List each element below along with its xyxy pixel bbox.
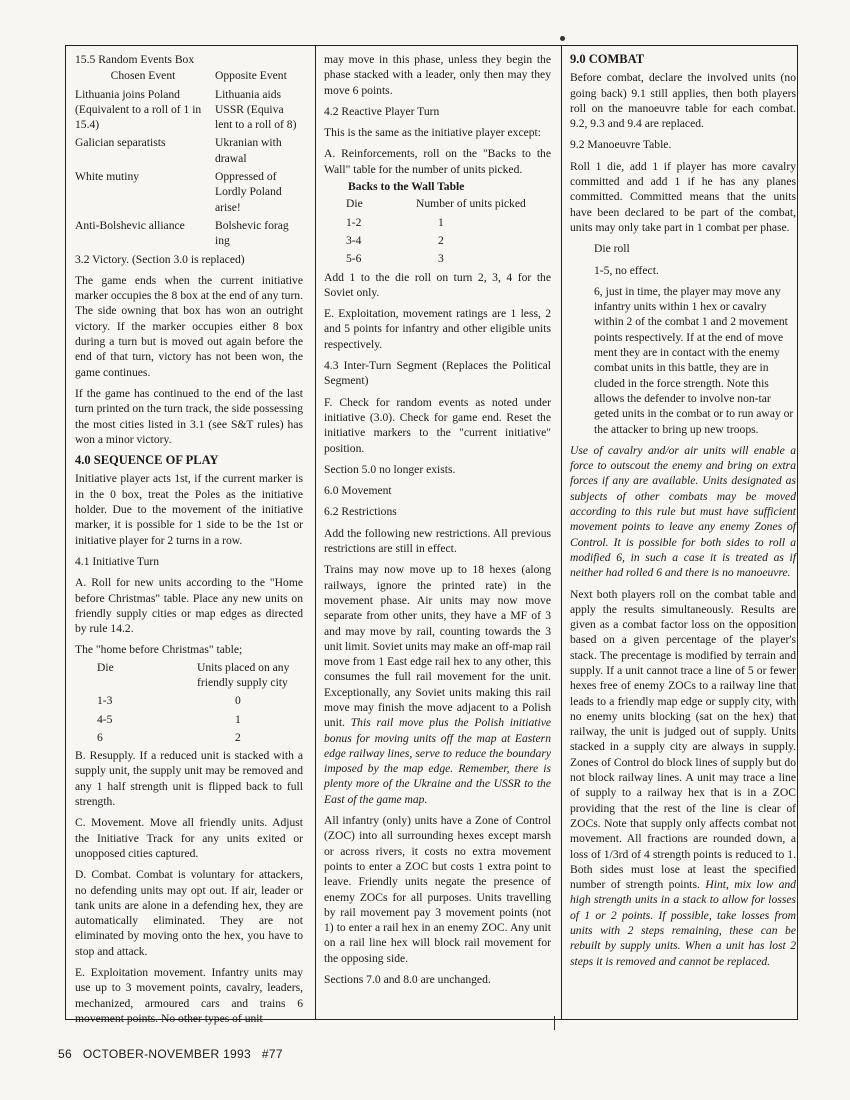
paragraph xyxy=(570,587,796,969)
paragraph: D. Combat. Combat is voluntary for attackers, no defending units may opt out. If air, leader or tank units are alone in a defending hex, they are automatically eliminated. They are not eliminated by moving onto the hex, you have to stop and attack. xyxy=(75,868,303,958)
column-1 xyxy=(75,52,303,1032)
table-row xyxy=(324,251,551,269)
section-heading: 6.0 Movement xyxy=(324,484,392,498)
column-divider xyxy=(561,45,562,1020)
paragraph-text: Trains may now move up to 18 hexes (along railways, ignore the printed rate) in the movement phase. Air units may now move separate from other units, they have a MF of 3 and may move by rail, counting towards the 3 unit limit. Soviet units may make an off-map rail move from 1 East edge rail hex to any other, this consumes the full rail movement for the unit. Exceptionally, any Soviet units making this rail move may finish the move adjacent to a Polish unit. xyxy=(324,563,551,730)
table-row xyxy=(75,712,303,730)
table-cell: 5-6 xyxy=(346,252,362,266)
table-title: Backs to the Wall Table xyxy=(348,180,465,194)
table-cell: Ukranian with drawal xyxy=(215,136,282,165)
paragraph: C. Movement. Move all friendly units. Adjust the Initiative Track for any units exited or unopposed cities captured. xyxy=(75,816,303,860)
registration-mark xyxy=(560,36,565,41)
paragraph: The game ends when the current initiative marker occupies the 8 box at the end of any turn. The side owning that box has won an outright victory. If the marker occupies either 8 box during a turn but is moved out again before the end of that turn, victory has not been won, the game continues. xyxy=(75,273,303,379)
table-cell: 2 xyxy=(438,233,444,247)
paragraph: If the game has continued to the end of the last turn printed on the turn track, the side possessing the most cities listed in 3.1 (see S&T rules) has won a minor victory. xyxy=(75,386,303,446)
paragraph: Roll 1 die, add 1 if player has more cavalry committed and add 1 if he has any planes committed. Committed means that the units have been declared to be part of the combat, units may only take part in 1 combat per phase. xyxy=(570,159,796,234)
table-row xyxy=(75,169,303,218)
paragraph: This is the same as the initiative player except: xyxy=(324,126,541,140)
table-header: Die xyxy=(97,660,114,674)
column-3 xyxy=(570,52,796,975)
table-header: Chosen Event xyxy=(110,69,176,83)
table-header: Number of units picked xyxy=(416,197,526,211)
table-cell: 6 xyxy=(97,730,103,744)
table-cell: 1-2 xyxy=(346,215,362,229)
paragraph: Add the following new restrictions. All previous restrictions are still in effect. xyxy=(324,526,551,556)
table-row xyxy=(75,218,303,252)
section-heading: 4.2 Reactive Player Turn xyxy=(324,104,440,118)
italic-note: Hint, mix low and high strength units in a stack to allow for losses of 1 or 2 points. If possible, take losses from units with 2 steps remaining, these can be rebuilt by supply units. When a unit has lost 2 steps it is removed and cannot be replaced. xyxy=(570,878,796,968)
section-heading: 9.2 Manoeuvre Table. xyxy=(570,138,672,152)
paragraph-text: Next both players roll on the combat table and apply the results simultaneously. Results are given as a combat factor loss on the opposition based on a given percentage of the player's stack. The precentage is modified by terrain and supply. If a unit cannot trace a line of 5 or fewer hexes free of enemy ZOCs to a railway line that leads to a friendly map edge or supply city, with no enemy units blocking (sat on the hex) that railway, the unit is judged out of supply. Units stacked in a supply city are always in supply. Zones of Control do block lines of supply but do not block railway lines. A unit may trace a line of supply to a railway hex that is in a ZOC providing that the rest of the line is clear of ZOCs. Note that supply only affects combat not movement. All fractions are rounded down, a loss of 1/3rd of 4 strength points is reduced to 1. Both sides must lose at least the specified number of strength points. xyxy=(570,587,796,892)
paragraph: A. Reinforcements, roll on the "Backs to the Wall" table for the number of units picked. xyxy=(324,147,551,176)
table-cell: Lithuania aids USSR (Equiva lent to a roll of 8) xyxy=(215,87,297,132)
table-row xyxy=(75,87,303,136)
registration-mark xyxy=(554,1016,555,1030)
paragraph: Initiative player acts 1st, if the current marker is in the 0 box, treat the Poles as the initiative holder. Due to the movement of the initiative marker, it is possible for 1 side to be the 1st or initiative player for 2 turns in a row. xyxy=(75,472,303,547)
die-roll-label: Die roll xyxy=(594,242,630,256)
table-cell: White mutiny xyxy=(75,170,140,184)
table-cell: 1 xyxy=(438,215,444,229)
paragraph: E. Exploitation movement. Infantry units may use up to 3 movement points, cavalry, leaders, mechanized, armoured cars and trains 6 movement points. No other types of unit xyxy=(75,966,303,1025)
column-divider xyxy=(315,45,316,1020)
italic-note: Use of cavalry and/or air units will enable a force to outscout the enemy and bring on extra forces if any are available. Units designated as subjects of other combats may be moved according to this rule but must have sufficient movement points to leave any enemy Zones of Control. It is possible for both sides to roll a modified 6, in such a case it is treated as if neither had rolled 6 and there is no manoeuvre. xyxy=(570,443,796,580)
die-roll-result: 6, just in time, the player may move any infantry units within 1 hex or cavalry within 2 of the combat 1 and 2 movement points respectively. If at the end of move ment they are in contact with the enemy combat units in this battle, they are in cluded in the force strength. Note this allows the defender to involve non-tar geted units in the combat or to run away or the attacker to bring up new troops. xyxy=(594,284,794,436)
italic-note: This rail move plus the Polish initiative bonus for moving units off the map at Eastern edge railway lines, serve to reduce the boundary imposed by the map edge. Remember, there is plenty more of the Ukraine and the USSR to the East of the game map. xyxy=(324,716,551,806)
paragraph: All infantry (only) units have a Zone of Control (ZOC) into all surrounding hexes except marsh or across rivers, it costs no extra movement points to enter a ZOC but costs 1 extra point to leave. Friendly units negate the presence of enemy ZOCs for all purposes. Units travelling by rail movement pay 3 movement points (not 1) to enter a rail hex in an enemy ZOC. Any unit on a rail line hex will block rail movement for the opposing side. xyxy=(324,814,551,965)
table-cell: 4-5 xyxy=(97,712,113,726)
table-cell: 3-4 xyxy=(346,233,362,247)
table-row xyxy=(75,135,303,169)
table-header: Opposite Event xyxy=(215,69,287,83)
table-cell: 2 xyxy=(235,730,241,744)
paragraph: Sections 7.0 and 8.0 are unchanged. xyxy=(324,973,491,987)
table-header: Die xyxy=(346,197,363,211)
table-cell: 0 xyxy=(235,694,241,708)
paragraph: E. Exploitation, movement ratings are 1 less, 2 and 5 points for infantry and other eligible units respectively. xyxy=(324,307,551,351)
paragraph xyxy=(324,562,551,807)
table-cell: 1 xyxy=(235,712,241,726)
table-row xyxy=(75,730,303,748)
paragraph: Add 1 to the die roll on turn 2, 3, 4 for the Soviet only. xyxy=(324,270,551,299)
section-heading: 4.3 Inter-Turn Segment (Replaces the Political Segment) xyxy=(324,359,551,388)
table-row xyxy=(75,693,303,711)
section-heading: 4.1 Initiative Turn xyxy=(75,554,160,568)
column-2 xyxy=(324,52,551,993)
table-cell: 3 xyxy=(438,252,444,266)
paragraph: Before combat, declare the involved units (no going back) 9.1 still applies, then both players roll on the manoeuvre table for each combat. 9.2, 9.3 and 9.4 are replaced. xyxy=(570,71,796,131)
table-cell: Galician separatists xyxy=(75,136,166,150)
paragraph: A. Roll for new units according to the "Home before Christmas" table. Place any new units on friendly supply cities or map edges as directed by rule 14.2. xyxy=(75,576,303,636)
section-heading: 3.2 Victory. (Section 3.0 is replaced) xyxy=(75,252,245,266)
table-header: Units placed on any friendly supply city xyxy=(197,660,290,689)
table-cell: 1-3 xyxy=(97,694,113,708)
table-row xyxy=(324,233,551,251)
paragraph: F. Check for random events as noted under initiative (3.0). Check for game end. Reset the initiative markers to the "current initiative" position. xyxy=(324,395,551,455)
table-cell: Bolshevic forag ing xyxy=(215,218,289,248)
table-cell: Lithuania joins Poland (Equivalent to a roll of 1 in 15.4) xyxy=(75,87,202,132)
random-events-title: 15.5 Random Events Box xyxy=(75,53,195,66)
section-heading: 4.0 SEQUENCE OF PLAY xyxy=(75,453,219,468)
section-heading: 9.0 COMBAT xyxy=(570,52,645,66)
table-cell: Anti-Bolshevic alliance xyxy=(75,218,185,232)
paragraph: Section 5.0 no longer exists. xyxy=(324,462,456,476)
paragraph: may move in this phase, unless they begin the phase stacked with a leader, only then may they move 6 points. xyxy=(324,53,551,97)
table-row xyxy=(324,215,551,233)
backs-to-wall-table xyxy=(324,196,551,269)
page-footer: 56 OCTOBER-NOVEMBER 1993 #77 xyxy=(58,1047,283,1061)
home-before-christmas-table xyxy=(75,660,303,748)
random-events-table xyxy=(75,68,303,251)
section-heading: 6.2 Restrictions xyxy=(324,505,397,519)
table-caption: The "home before Christmas" table; xyxy=(75,643,243,657)
paragraph: B. Resupply. If a reduced unit is stacked with a supply unit, the supply unit may be removed and any 1 half strength unit is flipped back to full strength. xyxy=(75,749,303,809)
table-cell: Oppressed of Lordly Poland arise! xyxy=(215,170,282,214)
die-roll-result: 1-5, no effect. xyxy=(594,263,659,277)
